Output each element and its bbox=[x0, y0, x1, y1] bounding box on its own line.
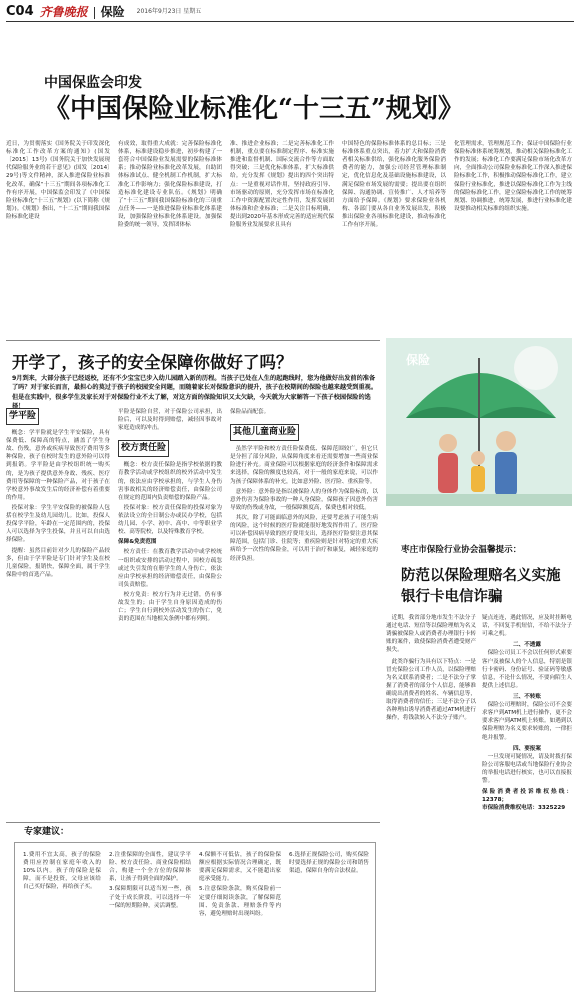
article1-headline: 《中国保险业标准化“十三五”规划》 bbox=[44, 94, 464, 124]
masthead bbox=[6, 4, 574, 22]
article2-headline: 开学了，孩子的安全保障你做好了吗？ bbox=[12, 353, 293, 372]
paragraph: 意外险：意外险是指以被保险人的身体作为保险标的，以意外伤害为保险事故的一种人身保险，保障孩子因意外伤害导致的伤残或身故，一般保障额度高，保费也相对较低。 bbox=[230, 488, 378, 511]
section-title: 保险 bbox=[100, 4, 125, 19]
paragraph-subhead: 保障&免责范围 bbox=[118, 539, 157, 546]
sidebar-col-2 bbox=[482, 614, 572, 813]
sidebar-kicker: 枣庄市保险行业协会温馨提示： bbox=[401, 545, 522, 555]
paragraph: 投保对象：校方责任保险的投保对象为依法设立的全日制公办或民办学校，包括幼儿园、小学、初中、高中、中等职业学校、高等院校，以及特殊教育学校。 bbox=[118, 504, 222, 536]
article2-lead: 9月到来，大部分孩子已经返校，还有不少宝宝已步入幼儿园踏入新的历程。当孩子已处在人生的起跑线时，您为他做好出发前的准备了吗？对于家长而言，最担心的莫过于孩子的校园安全问题，而随着家长对保险意识的提升，孩子在校期间的保险也越来越受到重视。但是在实践中，很多学生及家长对于对保险行业不太了解，对这方面的保险知识又太欠缺，今天就为大家解答一下孩子校园保险的选择！ bbox=[12, 375, 378, 410]
article2-col-1 bbox=[6, 408, 110, 579]
sidebar-headline: 防范以保险理赔名义实施银行卡电信诈骗 bbox=[401, 568, 561, 606]
article1-kicker: 中国保监会印发 bbox=[44, 75, 142, 91]
hotline: 市保险消费维权电话：3325229 bbox=[482, 805, 566, 812]
expert-col-1 bbox=[23, 851, 101, 892]
paragraph: 其次，除了可能面临意外的风险，还要考虑孩子可能生病的风险，这个时候的医疗险就能很好地发挥作用了。医疗险可以补偿因病导致的医疗费用支出，选择医疗险要注意其保障范围，包括门诊、住院等；重疾险则是针对特定的重大疾病给予一次性的保险金，可以用于治疗和康复，减轻家庭的经济负担。 bbox=[230, 515, 378, 562]
expert-col-4 bbox=[289, 851, 369, 875]
paragraph: 2.注重保障的全面性，建议学平险、校方责任险、商业保险相结合，构建一个全方位的保障体系，让孩子得到全面的保护。 bbox=[109, 852, 191, 883]
article1-col-5: 化管理需求，管理规范工作；保证中国保险行业保险标准体系统筹规划，推动相关保险标准化工作的发展；标准化工作要满足保险市场化改革方向，全面推动公司保险业标准化工作深入推进保险标准化工作，积极推动保险标准化工作，建立保险行业标准化，推进以保险标准化工作为主线的保险标准化工作，建立保险标准化工作的统筹规划、协调推进，统筹发展，推进行业标准化建设要推动相关标准的组织实施。 bbox=[454, 141, 572, 212]
paragraph: 4.保额不可低估，孩子的保险保额应根据实际情况合理确定，既要满足保障需求，又不能超出家庭承受能力。 bbox=[199, 852, 281, 883]
paragraph: 概念：学平险就是学生平安保险，具有保费低、保障高的特点，涵盖了学生身故、伤残，意外或疾病导致医疗费用等多种保险，孩子在校时发生的意外险可以得到报销。学平险是由学校组织统一购买的，是为孩子提供意外身故、残疾、医疗费用等保障的一种保险产品，对于孩子在学校意外事故发生后的经济补偿有着重要的作用。 bbox=[6, 430, 110, 501]
paragraph: 投保对象：学生平安保险的被保险人包括在校学生及幼儿园幼儿。比如，投保人投保学平险，年龄在一定范围内的，投保人可以选择为学生投保，并且可以自由选择保险。 bbox=[6, 505, 110, 544]
paragraph: 近期，我省部分地市发生不法分子通过电话、短信等以保险理赔为名义诱骗被保险人或消费者办理银行卡转账的案件，致使保险消费者遭受财产损失。 bbox=[386, 615, 476, 654]
paragraph-subhead: 二、不透露 bbox=[513, 642, 541, 649]
illustration-label: 保险 bbox=[406, 353, 431, 367]
paragraph: 校方免责：校方行为并无过错，仍有事故发生的；由于学生自身原因造成的伤亡；学生自行到校外活动发生的伤亡，免责的范围在当地相关条例中都有列明。 bbox=[118, 592, 222, 623]
paragraph: 平险是保险自营，对于保险公司承担，出险后，可以及时得到赔偿，减轻因事故对家庭造成的冲击。 bbox=[118, 409, 222, 432]
expert-col-2 bbox=[109, 851, 191, 910]
article1-col-1: 近日，为贯彻落实《国务院关于印发深化标准化工作改革方案的通知》(国发〔2015〕13号)《国务院关于加快发展现代保险服务业的若干意见》(国发〔2014〕29号)等文件精神，深入推进保险业标准化改革，确保“十三五”期间各项标准化工作有序开展，中国保监会印发了《中国保险业标准化“十三五”规划》(以下简称《规划》)。《规划》指出，“十二五”期间我国保险标准化建设 bbox=[6, 141, 110, 220]
paragraph: 概念：校方责任保险是指学校依据的教育教学活动或学校组织的校外活动中发生的，依法应由学校承担的，与学生人身伤害事故相关的经济赔偿责任，由保险公司在规定的范围内负责赔偿的保险产品。 bbox=[118, 462, 222, 501]
paragraph: 校方责任：在教育教学活动中或学校统一组织或安排的活动过程中，因校方疏忽或过失引发的在册学生的人身伤亡，依法应由学校承担的经济赔偿责任，由保险公司负责赔偿。 bbox=[118, 549, 222, 588]
sidebar-col-1 bbox=[386, 614, 476, 722]
paragraph: 1.费用不宜太高，孩子的保险费用应控制在家庭年收入的10%以内。孩子的保险是保障，而不是投资，父母应该给自己买好保险，再给孩子买。 bbox=[23, 852, 101, 891]
expert-divider bbox=[6, 822, 380, 823]
page-number: C04 bbox=[6, 4, 34, 20]
paragraph-subhead: 四、要报案 bbox=[513, 745, 541, 752]
subhead-xiaofang: 校方责任险 bbox=[118, 440, 169, 457]
article1-col-3: 准、推进企业标准；二是完善标准化工作机制，重点要在标准制定程序、标准实施推进和监督机制、国际交流合作等方面取得突破；三是优化标准体系，扩大标准供给。充分发挥《规划》提出的四个突出特点：一是重视对话作用，坚持政府引导、市场驱动的原则，充分发挥市场在标准化工作中资源配置决定性作用，发挥发展团体标准和企业标准；二是关注目标明确，提出到2020年基本形成完善的适应现代保险服务业发展要求且具有 bbox=[230, 141, 334, 229]
expert-heading: 专家建议： bbox=[24, 827, 70, 837]
paragraph: 6.选择正规保险公司，购买保险时要选择正规的保险公司和销售渠道，保障自身的合法权益。 bbox=[289, 852, 369, 875]
paragraph: 保险品而配套。 bbox=[230, 409, 270, 415]
paragraph: 3.保障期限可以适当短一些，孩子处于成长阶段，可以选择一年一保的短期险种，灵活调整。 bbox=[109, 886, 191, 909]
subhead-shangyexian: 其他儿童商业险 bbox=[230, 424, 299, 441]
paragraph: 虽然学平险和校方责任险保费低、保障范围较广，但它只是分担了部分风险，从保障角度来看还需要增加一些商业保险进行补充。商业保险可以根据家庭的经济条件和保障需求来选择，保险的额度也较高，对于一般的家庭来说，可以作为孩子保障体系的补充，比如意外险、医疗险、重疾险等。 bbox=[230, 446, 378, 485]
article2-col-3 bbox=[230, 408, 378, 563]
divider bbox=[94, 7, 95, 19]
subhead-xuepingxian: 学平险 bbox=[6, 408, 39, 425]
paragraph: 保险公司理赔时，保险公司不会要求客户到ATM机上进行操作，更不会要求客户到ATM机上转账。如遇到以保险理赔为名义要求转账的，一律拒绝并报警。 bbox=[482, 702, 572, 741]
article1-col-2: 有成效，取得重大成就：完善保险标准化体系，标准建设稳步推进，初步构建了一套符合中国保险业发展需要的保险标准体系；推动保险业标准化改革发展，自助团体标准试点、健全机制工作机制，扩大标准化工作影响力；强化保险标准建设，打造标准化建设专业队伍。《规划》明确了“十三五”期间我国保险标准化的三项重点任务——一是推进保险业标准化体系建设，加强保险业标准化体系建设。加强保险委的统一领导，发挥团体标 bbox=[118, 141, 222, 229]
paragraph: 一旦发现可疑情况，请及时拨打保险公司客服电话或当地保险行业协会的举报电话进行核实，也可以直接报警。 bbox=[482, 753, 572, 785]
paragraph: 保险公司员工不会以任何形式索要客户及被保人的个人信息，特别是银行卡密码、身份证号、验证码等敏感信息，不论什么情况，不要向陌生人提供上述信息。 bbox=[482, 650, 572, 689]
paragraph: 提醒：虽然目前针对少儿的保险产品较多，但由于学平险是专门针对学生及在校儿童保险，报销快，保障全面，属于学生保险中的首选产品。 bbox=[6, 547, 110, 578]
paragraph-subhead: 三、不转账 bbox=[513, 693, 541, 700]
article1-col-4: 中国特色的保险标准体系的总目标；三是标准体系重点突出，着力扩大和保险消费者相关标准供给，强化标准化服务保险消费者的能力，加强公司经营管理标准制定，优化信息化及基础设施标准建设，以满足保险市场发展的需要；提出要在组织保障、沟通协调、宣传推广、人才培养等方面给予保障。《规划》要求保险业各机构、各部门要从各自业务发展出发，积极推出保险业各项标准化建设，推动标准化工作有序开展。 bbox=[342, 141, 446, 229]
article2-col-2 bbox=[118, 408, 222, 623]
umbrella-family-illustration bbox=[386, 338, 572, 506]
publish-date: 2016年9月23日 星期五 bbox=[136, 8, 202, 16]
paragraph: 5.注意保险条款，购买保险前一定要仔细阅读条款，了解保障范围、免责条款、理赔条件等内容，避免理赔时出现纠纷。 bbox=[199, 886, 281, 917]
hotline: 保险消费者投诉维权热线：12378； bbox=[482, 789, 572, 804]
expert-box bbox=[14, 842, 376, 992]
newspaper-logo: 齐鲁晚报 bbox=[39, 4, 88, 19]
paragraph: 疑点连连，遇此情况，应及时挂断电话，不回复手机短信，不给不法分子可乘之机。 bbox=[482, 615, 572, 638]
paragraph: 此类诈骗行为具有以下特点：一是冒充保险公司工作人员，以保险理赔为名义联系消费者；二是不法分子掌握了消费者的部分个人信息，能够准确说出消费者的姓名、车辆信息等，取得消费者的信任；三是不法分子以各种理由诱导消费者通过ATM机进行操作，将钱款转入不法分子账户。 bbox=[386, 658, 476, 722]
section-divider bbox=[6, 340, 380, 341]
expert-col-3 bbox=[199, 851, 281, 918]
